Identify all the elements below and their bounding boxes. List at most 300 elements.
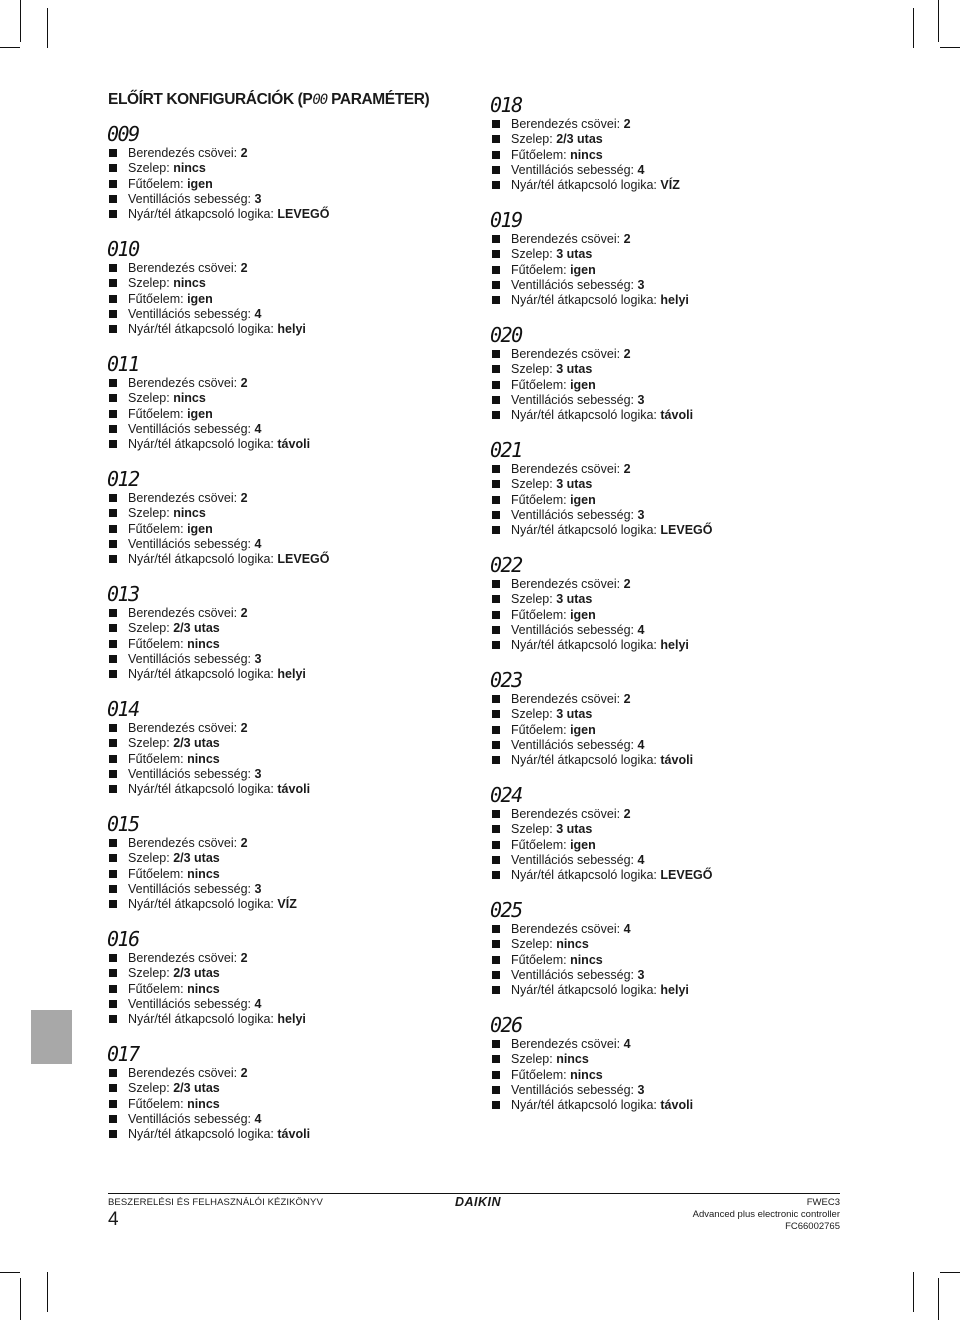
config-item-vent [108, 997, 448, 1012]
config-item-pipes [108, 836, 448, 851]
config-block [491, 438, 831, 553]
brand-logo: DAIKIN [455, 1195, 502, 1209]
config-value: 3 [637, 277, 645, 292]
config-label: Ventillációs sebesség: [511, 1082, 634, 1097]
config-value: 2 [623, 692, 631, 706]
config-label: Berendezés csövei: [511, 1037, 621, 1051]
config-item-pipes [491, 692, 831, 707]
config-value: 4 [254, 1111, 262, 1126]
config-value: 3 [254, 651, 262, 666]
model-name: FWEC3 [806, 1197, 840, 1208]
config-value: 3 utas [556, 477, 593, 492]
config-label: Berendezés csövei: [511, 922, 621, 936]
config-label: Szelep: [128, 621, 170, 636]
crop-mark [938, 0, 939, 42]
config-item-logic [491, 983, 831, 998]
config-code: 025 [490, 898, 522, 922]
config-item-heater [108, 637, 448, 652]
config-value: 2 [240, 376, 248, 390]
config-value: 2/3 utas [556, 132, 603, 147]
config-item-vent [108, 422, 448, 437]
config-block [108, 1042, 448, 1157]
config-item-heater [491, 493, 831, 508]
config-item-logic [491, 638, 831, 653]
config-value: LEVEGŐ [277, 552, 330, 567]
config-label: Nyár/tél átkapcsoló logika: [511, 868, 657, 883]
config-column-right [491, 93, 831, 1128]
config-block [108, 582, 448, 697]
config-item-pipes [491, 807, 831, 822]
config-value: 2 [240, 146, 248, 160]
config-list [491, 807, 831, 883]
config-value: távoli [660, 408, 694, 423]
config-label: Ventillációs sebesség: [511, 852, 634, 867]
config-item-pipes [108, 951, 448, 966]
config-label: Szelep: [128, 736, 170, 751]
config-value: 2 [623, 577, 631, 591]
config-value: 3 utas [556, 247, 593, 262]
config-block [491, 1013, 831, 1128]
config-item-logic [491, 523, 831, 538]
config-label: Ventillációs sebesség: [511, 392, 634, 407]
crop-mark [913, 8, 914, 48]
config-block [491, 323, 831, 438]
config-item-valve [108, 276, 448, 291]
config-label: Fűtőelem: [128, 1096, 184, 1111]
config-label: Szelep: [128, 276, 170, 291]
config-label: Fűtőelem: [511, 837, 567, 852]
config-value: igen [570, 607, 596, 622]
config-value: 3 utas [556, 362, 593, 377]
config-label: Berendezés csövei: [128, 1066, 238, 1080]
config-value: 2 [240, 721, 248, 735]
config-value: 2 [240, 606, 248, 620]
config-item-valve [108, 1081, 448, 1096]
config-list [108, 146, 448, 222]
config-item-heater [491, 148, 831, 163]
config-list [491, 922, 831, 998]
config-value: igen [570, 722, 596, 737]
config-item-valve [491, 707, 831, 722]
config-label: Fűtőelem: [128, 866, 184, 881]
config-value: 2/3 utas [173, 621, 220, 636]
config-value: igen [187, 406, 213, 421]
config-label: Fűtőelem: [511, 147, 567, 162]
config-label: Szelep: [511, 247, 553, 262]
config-list [108, 951, 448, 1027]
page-title-segment: 00 [312, 92, 328, 108]
config-value: 2 [623, 232, 631, 246]
crop-mark [940, 47, 960, 48]
config-value: 3 [637, 392, 645, 407]
config-item-valve [491, 362, 831, 377]
config-value: 3 utas [556, 707, 593, 722]
config-item-valve [491, 132, 831, 147]
config-label: Berendezés csövei: [511, 692, 621, 706]
config-label: Ventillációs sebesség: [128, 996, 251, 1011]
config-list [108, 836, 448, 912]
config-item-valve [491, 1052, 831, 1067]
config-item-pipes [491, 922, 831, 937]
config-value: 4 [254, 306, 262, 321]
config-item-valve [491, 592, 831, 607]
config-list [491, 347, 831, 423]
crop-mark [20, 1278, 21, 1320]
config-label: Fűtőelem: [511, 722, 567, 737]
config-label: Szelep: [128, 966, 170, 981]
config-label: Berendezés csövei: [511, 347, 621, 361]
config-label: Szelep: [128, 851, 170, 866]
config-value: távoli [277, 782, 311, 797]
config-item-heater [108, 1097, 448, 1112]
config-code: 026 [490, 1013, 522, 1037]
config-item-heater [491, 608, 831, 623]
config-value: helyi [660, 293, 689, 308]
config-item-valve [491, 822, 831, 837]
config-item-pipes [491, 347, 831, 362]
crop-mark [0, 47, 20, 48]
config-item-logic [108, 1012, 448, 1027]
config-list [491, 462, 831, 538]
config-item-valve [108, 506, 448, 521]
config-value: igen [187, 521, 213, 536]
config-label: Ventillációs sebesség: [511, 277, 634, 292]
config-label: Nyár/tél átkapcsoló logika: [128, 1012, 274, 1027]
config-label: Ventillációs sebesség: [128, 421, 251, 436]
config-label: Fűtőelem: [511, 607, 567, 622]
config-value: helyi [660, 638, 689, 653]
config-block [108, 812, 448, 927]
config-item-vent [491, 393, 831, 408]
config-value: nincs [173, 276, 206, 291]
footer-rule [108, 1193, 840, 1194]
config-list [108, 376, 448, 452]
config-label: Szelep: [511, 1052, 553, 1067]
config-value: nincs [187, 866, 220, 881]
config-item-vent [108, 537, 448, 552]
config-code: 015 [107, 812, 139, 836]
config-value: igen [570, 262, 596, 277]
config-label: Ventillációs sebesség: [128, 306, 251, 321]
config-item-logic [491, 293, 831, 308]
config-label: Berendezés csövei: [128, 261, 238, 275]
config-list [491, 232, 831, 308]
config-block [491, 93, 831, 208]
config-item-heater [108, 292, 448, 307]
config-item-heater [491, 1068, 831, 1083]
config-item-heater [108, 867, 448, 882]
config-value: nincs [570, 1067, 603, 1082]
config-value: 4 [637, 737, 645, 752]
config-label: Ventillációs sebesség: [128, 881, 251, 896]
config-item-heater [108, 522, 448, 537]
config-label: Nyár/tél átkapcsoló logika: [128, 322, 274, 337]
config-item-logic [491, 408, 831, 423]
config-value: 2 [623, 462, 631, 476]
config-label: Szelep: [128, 506, 170, 521]
crop-mark [0, 1272, 20, 1273]
config-label: Szelep: [511, 937, 553, 952]
config-item-vent [108, 882, 448, 897]
config-value: 4 [254, 536, 262, 551]
side-tab-marker [31, 1010, 72, 1064]
config-item-heater [491, 263, 831, 278]
config-item-pipes [108, 721, 448, 736]
config-value: igen [187, 291, 213, 306]
config-item-vent [108, 652, 448, 667]
config-label: Nyár/tél átkapcsoló logika: [128, 437, 274, 452]
footer-product-info [693, 1197, 840, 1233]
config-label: Fűtőelem: [511, 952, 567, 967]
config-value: nincs [187, 751, 220, 766]
config-item-logic [491, 868, 831, 883]
config-value: nincs [556, 937, 589, 952]
config-block [108, 467, 448, 582]
config-value: 3 [254, 191, 262, 206]
config-label: Szelep: [511, 362, 553, 377]
config-code: 018 [490, 93, 522, 117]
config-value: távoli [277, 1127, 311, 1142]
config-value: helyi [277, 667, 306, 682]
config-value: igen [187, 176, 213, 191]
config-item-logic [108, 1127, 448, 1142]
config-value: igen [570, 837, 596, 852]
config-code: 019 [490, 208, 522, 232]
config-value: 4 [623, 1037, 631, 1051]
config-label: Szelep: [128, 161, 170, 176]
config-item-vent [491, 853, 831, 868]
config-code: 021 [490, 438, 522, 462]
config-item-pipes [491, 232, 831, 247]
config-value: nincs [173, 506, 206, 521]
config-item-valve [491, 937, 831, 952]
config-label: Ventillációs sebesség: [128, 651, 251, 666]
config-code: 012 [107, 467, 139, 491]
config-item-heater [108, 407, 448, 422]
config-item-vent [491, 623, 831, 638]
config-block [491, 783, 831, 898]
config-item-pipes [108, 1066, 448, 1081]
config-code: 023 [490, 668, 522, 692]
crop-mark [47, 1272, 48, 1312]
crop-mark [20, 0, 21, 42]
crop-mark [47, 8, 48, 48]
config-item-logic [108, 667, 448, 682]
config-label: Nyár/tél átkapcsoló logika: [511, 293, 657, 308]
config-value: 4 [637, 622, 645, 637]
config-item-valve [491, 247, 831, 262]
config-value: 2/3 utas [173, 966, 220, 981]
config-value: LEVEGŐ [660, 868, 713, 883]
page-title-suffix: PARAMÉTER) [327, 91, 430, 108]
config-value: VÍZ [660, 178, 680, 193]
config-label: Nyár/tél átkapcsoló logika: [128, 1127, 274, 1142]
config-value: 3 [637, 967, 645, 982]
page-title-prefix: ELŐÍRT KONFIGURÁCIÓK (P [108, 91, 313, 108]
config-label: Berendezés csövei: [128, 836, 238, 850]
config-value: 4 [623, 922, 631, 936]
config-label: Ventillációs sebesség: [511, 162, 634, 177]
document-code: FC66002765 [785, 1221, 840, 1232]
config-value: távoli [660, 753, 694, 768]
config-list [108, 721, 448, 797]
config-label: Berendezés csövei: [511, 117, 621, 131]
config-block [108, 237, 448, 352]
config-value: nincs [187, 981, 220, 996]
config-item-heater [108, 752, 448, 767]
config-label: Szelep: [511, 477, 553, 492]
config-value: nincs [570, 952, 603, 967]
config-item-logic [108, 322, 448, 337]
config-label: Fűtőelem: [511, 1067, 567, 1082]
config-value: nincs [187, 636, 220, 651]
config-value: 4 [637, 162, 645, 177]
config-label: Fűtőelem: [128, 291, 184, 306]
config-value: távoli [660, 1098, 694, 1113]
config-label: Nyár/tél átkapcsoló logika: [511, 178, 657, 193]
config-label: Fűtőelem: [511, 262, 567, 277]
config-item-vent [491, 508, 831, 523]
config-item-pipes [108, 491, 448, 506]
config-value: nincs [570, 147, 603, 162]
config-item-pipes [108, 146, 448, 161]
config-list [108, 261, 448, 337]
config-item-logic [108, 207, 448, 222]
config-label: Fűtőelem: [128, 751, 184, 766]
config-label: Ventillációs sebesség: [128, 766, 251, 781]
config-item-vent [108, 1112, 448, 1127]
config-item-valve [108, 966, 448, 981]
config-item-heater [491, 838, 831, 853]
config-value: LEVEGŐ [277, 207, 330, 222]
config-item-pipes [491, 1037, 831, 1052]
config-block [491, 668, 831, 783]
config-label: Fűtőelem: [511, 492, 567, 507]
config-item-heater [491, 378, 831, 393]
crop-mark [938, 1278, 939, 1320]
page-title [108, 91, 429, 109]
config-label: Nyár/tél átkapcsoló logika: [511, 1098, 657, 1113]
config-list [491, 577, 831, 653]
config-list [491, 117, 831, 193]
config-value: 2/3 utas [173, 1081, 220, 1096]
config-item-pipes [491, 117, 831, 132]
config-item-vent [491, 278, 831, 293]
config-block [108, 927, 448, 1042]
config-code: 014 [107, 697, 139, 721]
config-label: Berendezés csövei: [128, 951, 238, 965]
config-label: Nyár/tél átkapcsoló logika: [128, 207, 274, 222]
config-label: Nyár/tél átkapcsoló logika: [511, 983, 657, 998]
product-name: Advanced plus electronic controller [692, 1209, 840, 1220]
config-label: Ventillációs sebesség: [128, 191, 251, 206]
config-column-left [108, 122, 448, 1157]
config-value: nincs [173, 161, 206, 176]
config-item-heater [108, 177, 448, 192]
config-label: Nyár/tél átkapcsoló logika: [511, 408, 657, 423]
config-value: 2 [623, 347, 631, 361]
config-item-heater [108, 982, 448, 997]
page-number: 4 [108, 1209, 119, 1230]
config-code: 024 [490, 783, 522, 807]
config-list [108, 1066, 448, 1142]
config-value: 4 [637, 852, 645, 867]
config-value: igen [570, 377, 596, 392]
config-value: 2 [240, 836, 248, 850]
config-item-logic [491, 753, 831, 768]
config-label: Szelep: [128, 391, 170, 406]
config-label: Szelep: [511, 707, 553, 722]
config-label: Berendezés csövei: [128, 491, 238, 505]
manual-title: BESZERELÉSI ÉS FELHASZNÁLÓI KÉZIKÖNYV [108, 1197, 323, 1208]
config-code: 016 [107, 927, 139, 951]
config-label: Nyár/tél átkapcsoló logika: [511, 638, 657, 653]
config-item-logic [108, 552, 448, 567]
config-value: 2 [623, 807, 631, 821]
config-label: Ventillációs sebesség: [511, 622, 634, 637]
config-label: Nyár/tél átkapcsoló logika: [128, 782, 274, 797]
config-label: Szelep: [511, 592, 553, 607]
config-label: Berendezés csövei: [511, 462, 621, 476]
config-block [491, 208, 831, 323]
config-item-vent [108, 767, 448, 782]
config-value: helyi [277, 322, 306, 337]
config-label: Ventillációs sebesség: [511, 737, 634, 752]
config-item-pipes [491, 462, 831, 477]
config-value: nincs [187, 1096, 220, 1111]
config-item-logic [491, 1098, 831, 1113]
config-item-heater [491, 953, 831, 968]
config-label: Nyár/tél átkapcsoló logika: [128, 667, 274, 682]
config-label: Berendezés csövei: [128, 146, 238, 160]
config-value: helyi [660, 983, 689, 998]
config-value: 3 [254, 881, 262, 896]
config-block [108, 697, 448, 812]
config-label: Berendezés csövei: [128, 376, 238, 390]
config-item-logic [108, 437, 448, 452]
config-label: Berendezés csövei: [511, 807, 621, 821]
config-value: LEVEGŐ [660, 523, 713, 538]
config-label: Fűtőelem: [128, 406, 184, 421]
config-value: 2 [240, 491, 248, 505]
config-list [491, 692, 831, 768]
config-item-valve [108, 161, 448, 176]
config-item-valve [491, 477, 831, 492]
config-item-vent [491, 968, 831, 983]
config-value: helyi [277, 1012, 306, 1027]
config-item-valve [108, 621, 448, 636]
config-code: 017 [107, 1042, 139, 1066]
config-item-pipes [108, 606, 448, 621]
config-label: Fűtőelem: [128, 981, 184, 996]
config-value: nincs [556, 1052, 589, 1067]
config-block [108, 122, 448, 237]
config-label: Fűtőelem: [128, 521, 184, 536]
config-value: 2 [240, 1066, 248, 1080]
config-code: 010 [107, 237, 139, 261]
config-label: Fűtőelem: [128, 636, 184, 651]
config-code: 011 [107, 352, 139, 376]
config-label: Ventillációs sebesség: [128, 1111, 251, 1126]
config-item-vent [491, 1083, 831, 1098]
config-label: Szelep: [511, 132, 553, 147]
crop-mark [913, 1272, 914, 1312]
config-item-vent [491, 163, 831, 178]
config-value: VÍZ [277, 897, 297, 912]
config-value: 2/3 utas [173, 851, 220, 866]
config-label: Nyár/tél átkapcsoló logika: [128, 552, 274, 567]
config-label: Szelep: [128, 1081, 170, 1096]
